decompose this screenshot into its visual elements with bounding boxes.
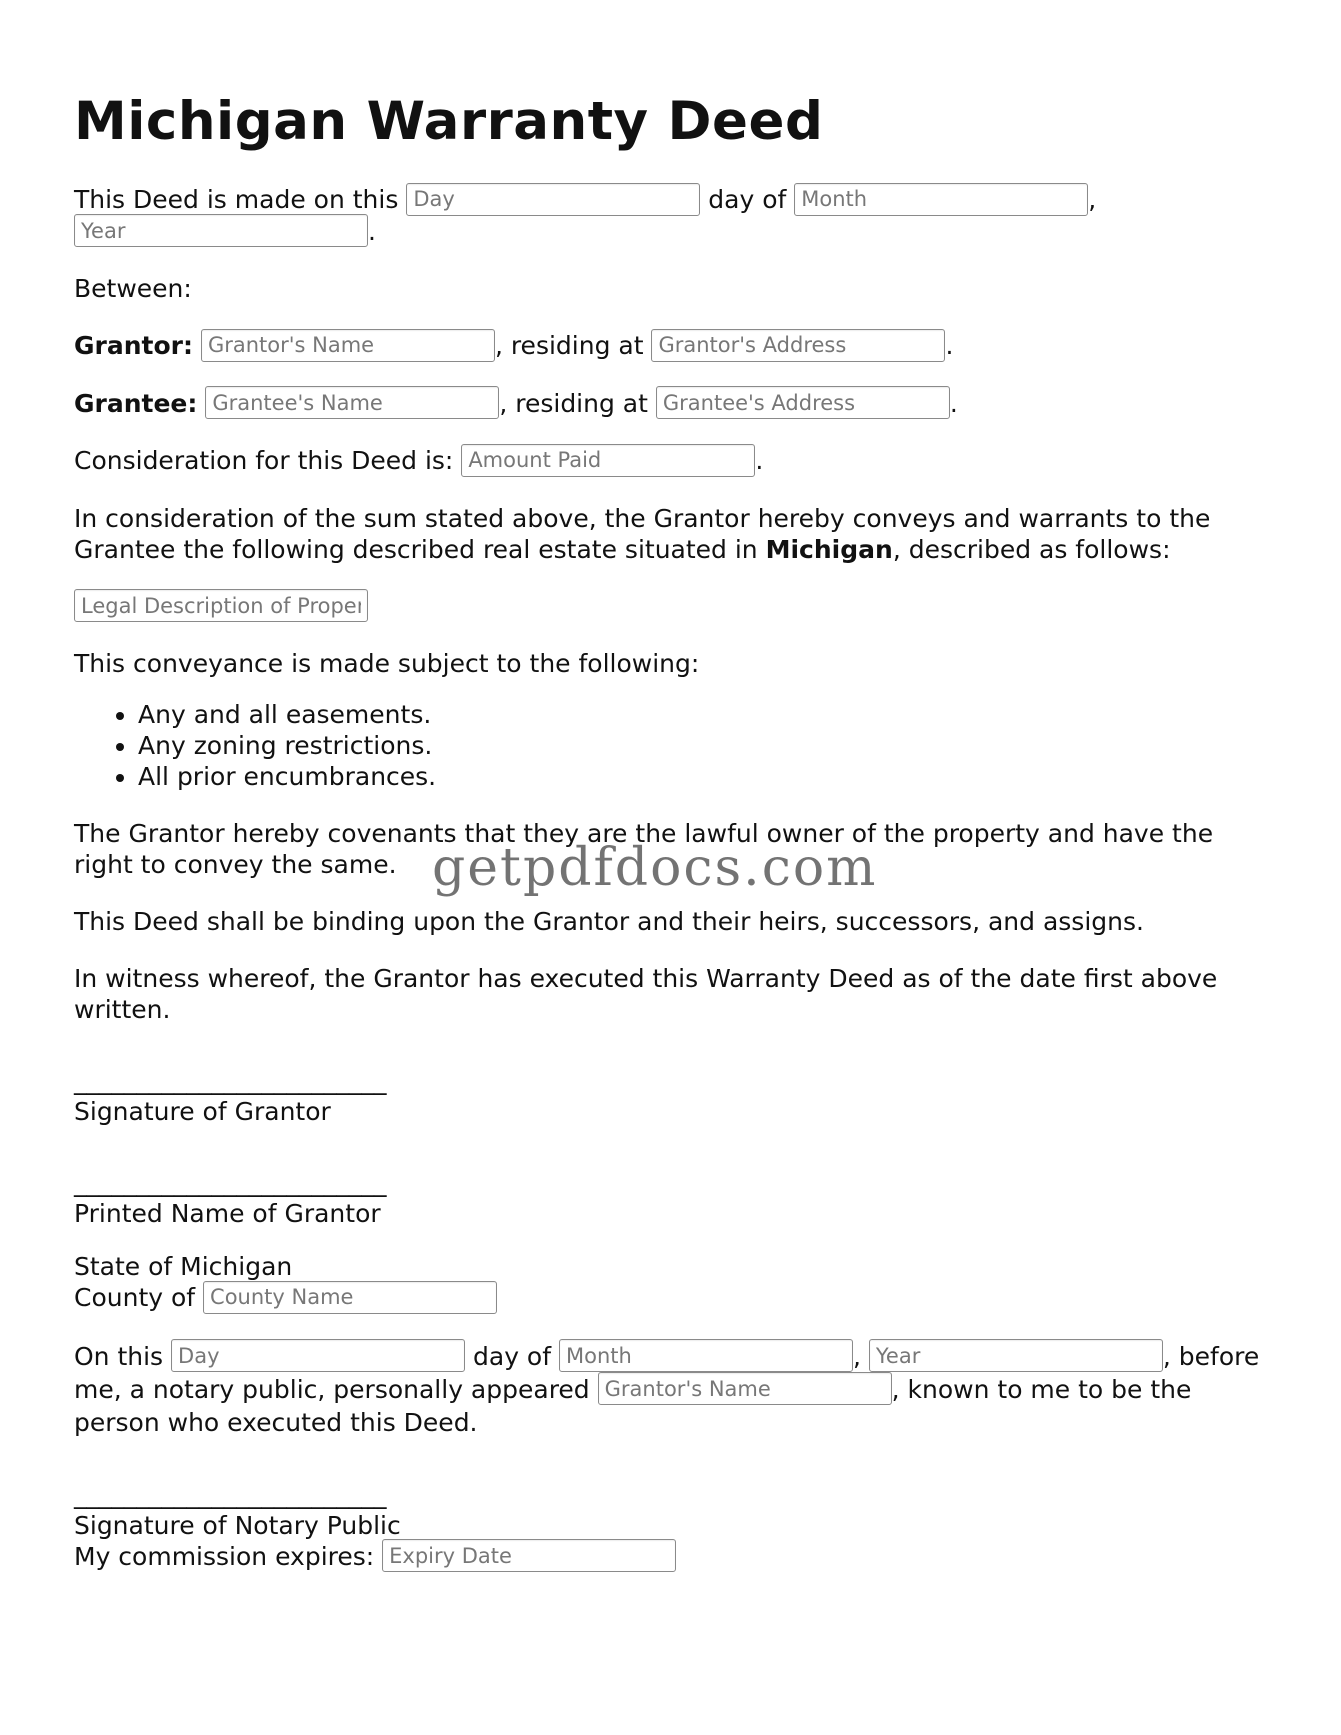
notary-state-line: State of Michigan <box>74 1252 293 1281</box>
notary-year-input[interactable] <box>869 1339 1163 1372</box>
deed-date-prefix: This Deed is made on this <box>74 185 399 214</box>
consideration-label: Consideration for this Deed is: <box>74 446 454 475</box>
deed-month-input[interactable] <box>794 183 1088 216</box>
grantee-period: . <box>949 388 958 418</box>
subject-list <box>74 699 1274 792</box>
legal-description-line <box>74 591 1274 623</box>
covenant-paragraph: The Grantor hereby covenants that they are the lawful owner of the property and have the right to convey the same. <box>74 819 1214 879</box>
consideration-line <box>74 445 1274 477</box>
grantor-period: . <box>945 331 954 360</box>
notary-day-of-text: day of <box>473 1341 552 1371</box>
notary-day-input[interactable] <box>171 1339 465 1372</box>
grantor-residing-text: , residing at <box>494 331 644 360</box>
notary-date-comma: , <box>852 1341 861 1371</box>
printed-name-line: _________________________ <box>74 1168 387 1197</box>
notary-date-comma-2: , <box>1162 1341 1171 1371</box>
witness-paragraph: In witness whereof, the Grantor has executed this Warranty Deed as of the date first above written. <box>74 964 1218 1024</box>
deed-date-comma: , <box>1088 185 1097 214</box>
notary-month-input[interactable] <box>559 1339 853 1372</box>
printed-name-label: Printed Name of Grantor <box>74 1199 381 1228</box>
notary-on-this: On this <box>74 1341 164 1371</box>
notary-signature-label: Signature of Notary Public <box>74 1510 401 1540</box>
grantor-line <box>74 330 1274 362</box>
county-label: County of <box>74 1283 196 1312</box>
consideration-period: . <box>755 446 764 475</box>
conveyance-text-before: In consideration of the sum stated above, the Grantor hereby conveys and warrants to the Grantee the following described real estate situated in <box>74 503 1211 564</box>
notary-acknowledgment <box>74 1340 1274 1439</box>
subject-list-item: • All prior encumbrances. <box>138 761 1274 792</box>
conveyance-state: Michigan <box>765 534 893 564</box>
commission-line <box>74 1541 1274 1573</box>
grantor-name-input[interactable] <box>201 329 495 362</box>
deed-date-line <box>74 184 1274 247</box>
binding-paragraph: This Deed shall be binding upon the Grantor and their heirs, successors, and assigns. <box>74 907 1144 936</box>
grantee-label: Grantee: <box>74 388 198 418</box>
grantor-signature-label: Signature of Grantor <box>74 1097 331 1126</box>
deed-date-period: . <box>368 216 376 246</box>
between-label: Between: <box>74 274 192 303</box>
notary-known-to-me: , known to me to be the person who executed this Deed. <box>74 1374 1192 1437</box>
notary-grantor-name-input[interactable] <box>598 1372 892 1405</box>
grantor-signature-block <box>74 1065 1274 1127</box>
grantee-address-input[interactable] <box>656 386 950 419</box>
subject-to-label: This conveyance is made subject to the following: <box>74 649 700 678</box>
page-title: Michigan Warranty Deed <box>74 91 824 152</box>
subject-list-item: • Any zoning restrictions. <box>138 730 1274 761</box>
grantee-name-input[interactable] <box>205 386 499 419</box>
deed-day-of-text: day of <box>708 185 787 214</box>
grantee-residing-text: , residing at <box>499 388 648 418</box>
county-name-input[interactable] <box>203 1281 497 1314</box>
notary-signature-line: _________________________ <box>74 1479 387 1509</box>
deed-day-input[interactable] <box>406 183 700 216</box>
notary-county-line <box>74 1282 1274 1314</box>
expiry-date-input[interactable] <box>382 1539 676 1572</box>
subject-list-item: • Any and all easements. <box>138 699 1274 730</box>
deed-document <box>74 90 1274 1572</box>
grantor-address-input[interactable] <box>651 329 945 362</box>
conveyance-text-after: , described as follows: <box>892 534 1171 564</box>
notary-signature-block <box>74 1479 1274 1573</box>
conveyance-paragraph <box>74 503 1274 565</box>
commission-label: My commission expires: <box>74 1541 375 1571</box>
grantor-signature-line: _________________________ <box>74 1066 387 1095</box>
printed-name-block <box>74 1167 1274 1229</box>
grantee-line <box>74 388 1274 420</box>
amount-paid-input[interactable] <box>461 444 755 477</box>
legal-description-input[interactable] <box>74 589 368 622</box>
grantor-label: Grantor: <box>74 331 193 360</box>
watermark: getpdfdocs.com <box>432 838 878 898</box>
notary-before-me: before me, a notary public, personally appeared <box>74 1341 1260 1404</box>
deed-year-input[interactable] <box>74 214 368 247</box>
